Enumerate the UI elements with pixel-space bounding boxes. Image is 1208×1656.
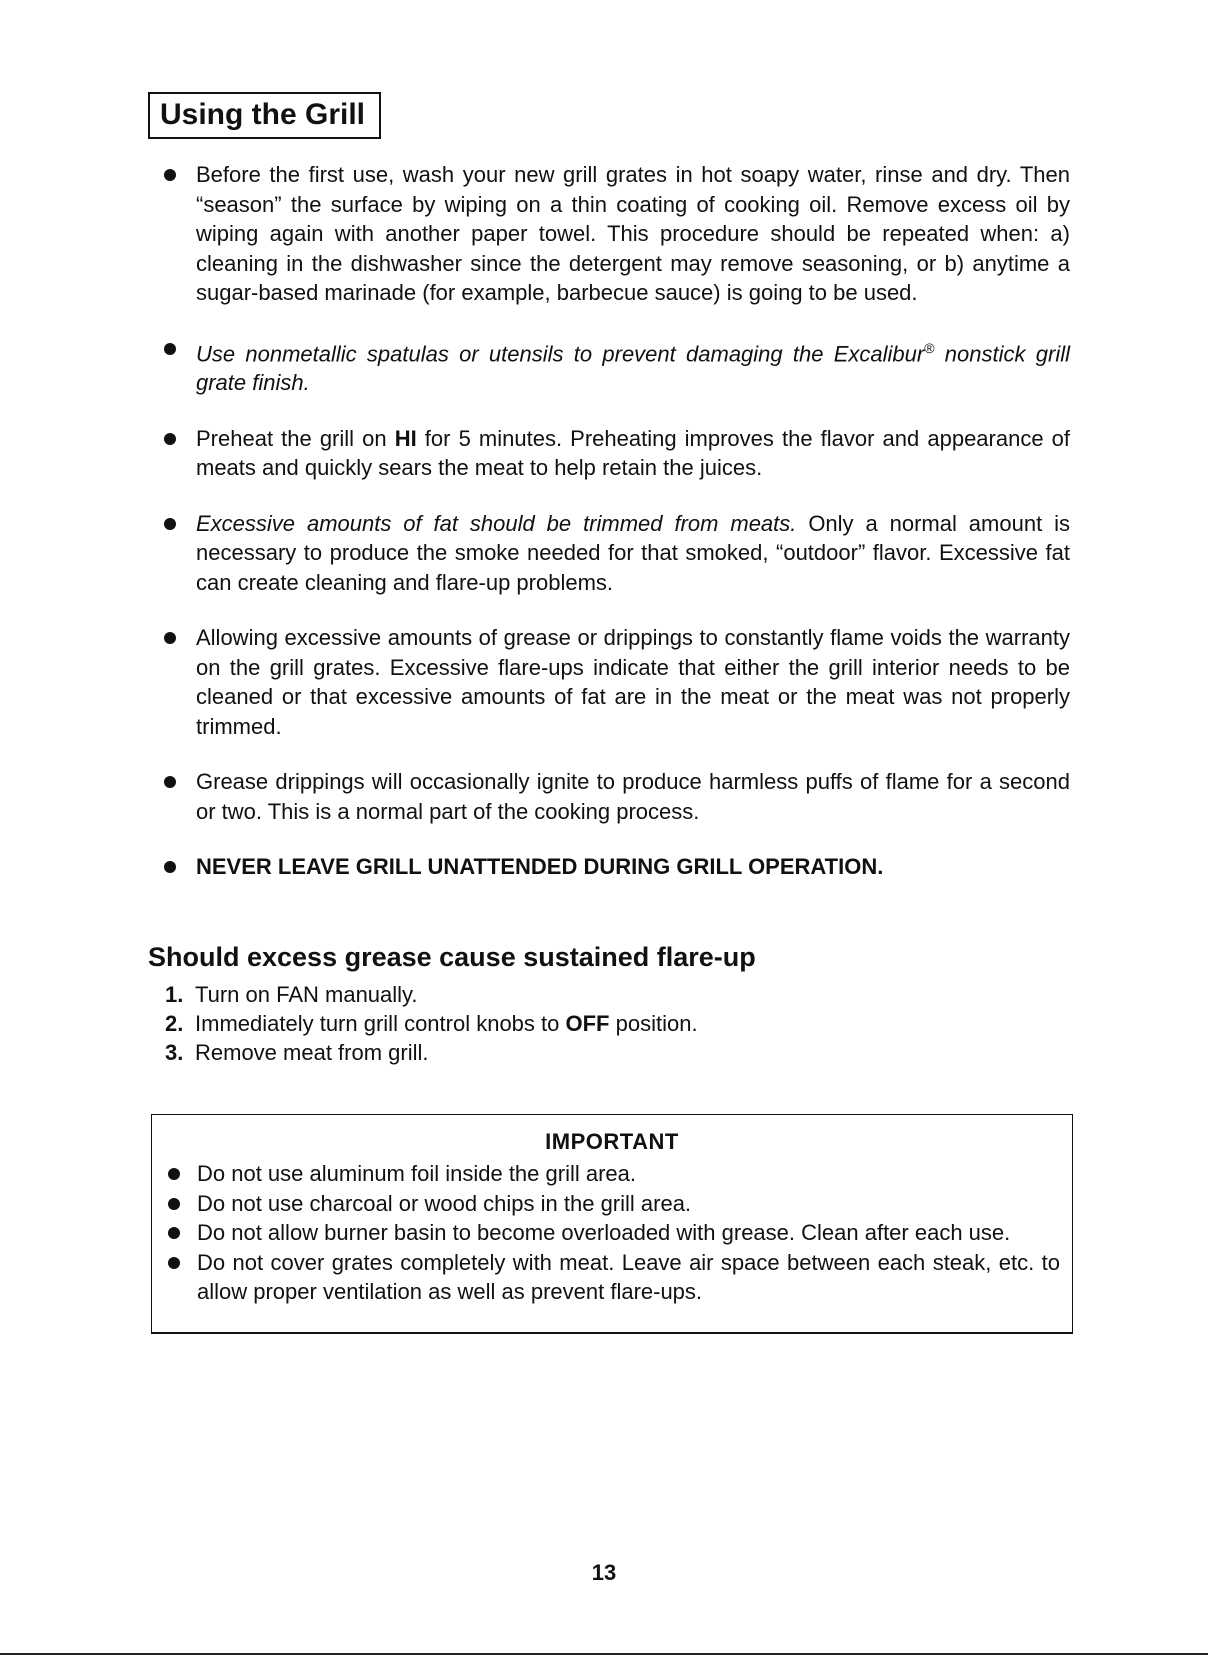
step-number: 1. xyxy=(165,982,184,1007)
important-text: Do not use aluminum foil inside the grill area. xyxy=(197,1161,637,1186)
step-text-end: position. xyxy=(609,1011,698,1036)
important-text: Do not use charcoal or wood chips in the grill area. xyxy=(197,1190,692,1216)
important-list xyxy=(152,1159,1072,1307)
important-item xyxy=(152,1248,1072,1307)
bullet-warranty xyxy=(0,623,1208,741)
step-number: 3. xyxy=(165,1040,184,1065)
bullet-dot-icon xyxy=(164,169,176,181)
registered-mark: ® xyxy=(924,339,935,356)
step-text: Immediately turn grill control knobs to xyxy=(195,1011,566,1036)
bullet-grease-drippings xyxy=(0,767,1208,826)
page-bottom-divider xyxy=(0,1653,1208,1655)
bullet-text: Before the first use, wash your new grill grates in hot soapy water, rinse and dry. Then “season” the surface by wiping on a thin coating of cooking oil. Remove excess oil by wiping again with another paper towel. This procedure should be repeated when: a) cleaning in the dishwasher since the detergent may remove seasoning, or b) anytime a sugar-based marinade (for example, barbecue sauce) is going to be used. xyxy=(196,162,1070,305)
bullet-dot-icon xyxy=(168,1198,180,1210)
bullet-preheat xyxy=(0,424,1208,483)
bullet-dot-icon xyxy=(164,433,176,445)
bullet-dot-icon xyxy=(168,1257,180,1269)
bullet-seasoning xyxy=(0,160,1208,308)
important-box xyxy=(151,1114,1073,1334)
important-item xyxy=(152,1189,1072,1219)
bullet-dot-icon xyxy=(164,343,176,355)
step-item xyxy=(165,1038,698,1067)
flareup-steps xyxy=(165,980,698,1067)
usage-bullet-list xyxy=(0,160,1208,908)
bullet-text: Allowing excessive amounts of grease or drippings to constantly flame voids the warranty on the grill grates. Excessive flare-ups indicate that either the grill interior needs to be cleaned or that excessive amounts of fat are in the meat or the meat was not properly trimmed. xyxy=(196,625,1070,739)
important-text: Do not allow burner basin to become overloaded with grease. Clean after each use. xyxy=(197,1220,1011,1245)
step-text: Remove meat from grill. xyxy=(195,1040,429,1065)
warning-text: NEVER LEAVE GRILL UNATTENDED DURING GRILL OPERATION. xyxy=(196,854,884,880)
bullet-dot-icon xyxy=(164,518,176,530)
bullet-dot-icon xyxy=(168,1168,180,1180)
bullet-dot-icon xyxy=(164,632,176,644)
bullet-dot-icon xyxy=(164,776,176,788)
bullet-text: Use nonmetallic spatulas or utensils to prevent damaging the Excalibur xyxy=(196,340,925,366)
step-number: 2. xyxy=(165,1011,184,1036)
bullet-text: Preheat the grill on xyxy=(196,425,395,451)
bullet-text: Grease drippings will occasionally ignite to produce harmless puffs of flame for a second or two. This is a normal part of the cooking process. xyxy=(196,769,1070,824)
section-title: Using the Grill xyxy=(148,92,381,139)
important-title: IMPORTANT xyxy=(545,1129,679,1154)
important-item xyxy=(152,1159,1072,1189)
important-text: Do not cover grates completely with meat. Leave air space between each steak, etc. to allow proper ventilation as well as prevent flare-ups. xyxy=(197,1249,1060,1304)
heat-setting: HI xyxy=(394,425,417,451)
bullet-dot-icon xyxy=(164,861,176,873)
page-number: 13 xyxy=(591,1560,617,1585)
bullet-utensils xyxy=(0,334,1208,398)
flareup-heading: Should excess grease cause sustained flare-up xyxy=(148,942,756,972)
bullet-text-end: for 5 minutes. Preheating improves the flavor and appearance of meats and quickly sears the meat to help retain the juices. xyxy=(196,425,1071,481)
bullet-text-end: nonstick grill grate finish. xyxy=(196,340,1070,396)
bullet-fat-trim xyxy=(0,509,1208,598)
step-bold: OFF xyxy=(565,1011,610,1036)
important-item xyxy=(152,1218,1072,1248)
bullet-emphasis: Excessive amounts of fat should be trimmed from meats. xyxy=(196,510,797,536)
step-text: Turn on FAN manually. xyxy=(195,982,418,1007)
step-item xyxy=(165,1009,698,1038)
bullet-warning xyxy=(0,852,1208,882)
step-item xyxy=(165,980,698,1009)
bullet-dot-icon xyxy=(168,1227,180,1239)
bullet-text-end: Only a normal amount is necessary to produce the smoke needed for that smoked, “outdoor” flavor. Excessive fat can create cleaning and flare-up problems. xyxy=(196,510,1070,595)
